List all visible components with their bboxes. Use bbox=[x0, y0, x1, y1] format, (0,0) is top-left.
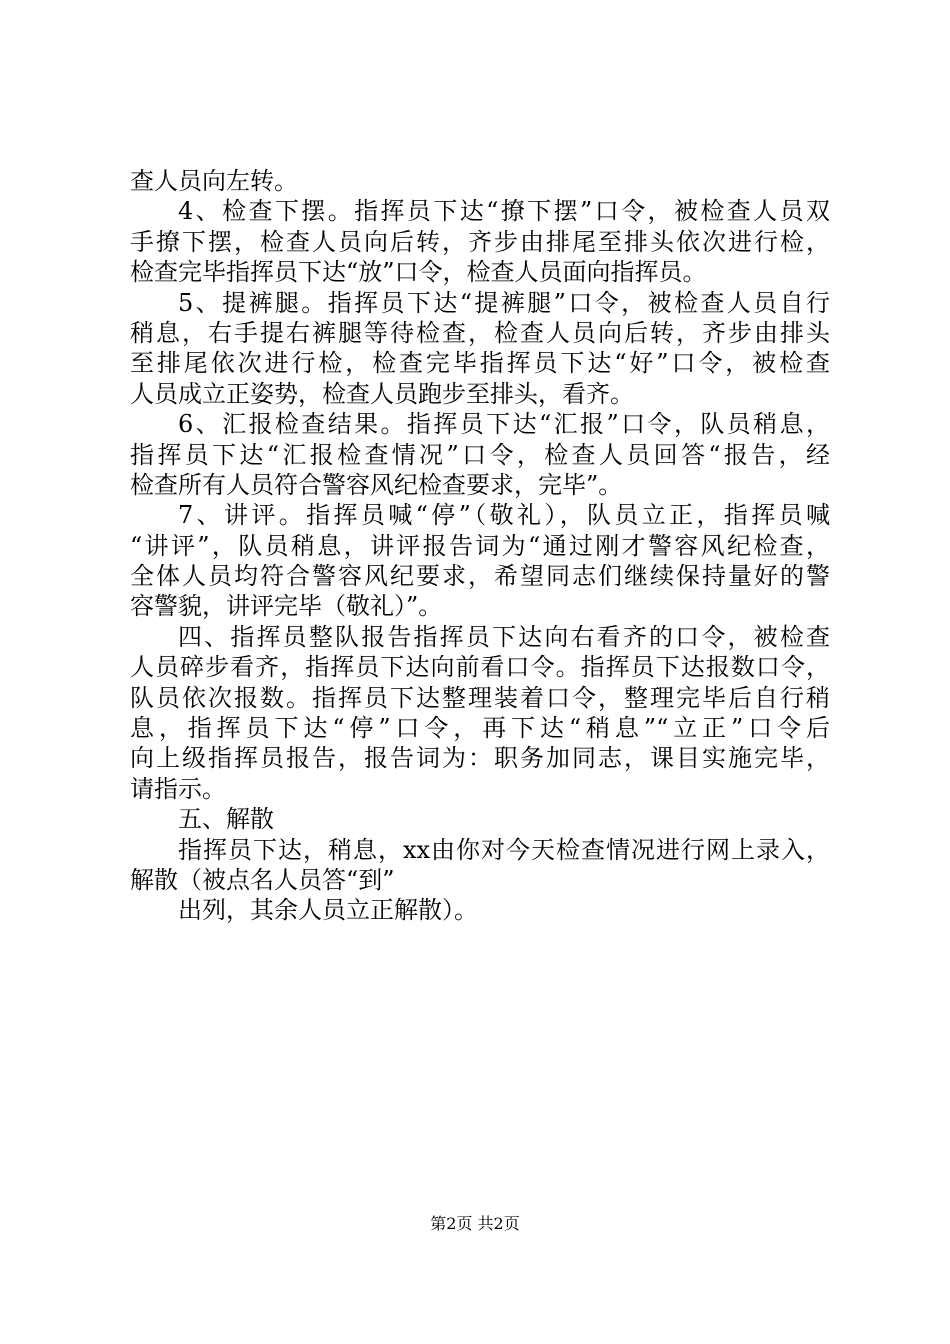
text-line: 至排尾依次进行检，检查完毕指挥员下达“好”口令，被检查 bbox=[130, 349, 830, 378]
text-line: 全体人员均符合警容风纪要求，希望同志们继续保持量好的警 bbox=[130, 562, 830, 591]
document-body bbox=[130, 166, 830, 926]
text-line: 人员成立正姿势，检查人员跑步至排头，看齐。 bbox=[130, 379, 634, 408]
text-line: 5、提裤腿。指挥员下达“提裤腿”口令，被检查人员自行 bbox=[178, 288, 830, 317]
text-line: 人员碎步看齐，指挥员下达向前看口令。指挥员下达报数口令， bbox=[130, 653, 830, 682]
text-line: 检查所有人员符合警容风纪检查要求，完毕”。 bbox=[130, 470, 623, 499]
text-line: 检查完毕指挥员下达“放”口令，检查人员面向指挥员。 bbox=[130, 258, 707, 287]
text-line: 7、讲评。指挥员喊“停”（敬礼），队员立正，指挥员喊 bbox=[178, 501, 830, 530]
page-footer: 第2页 共2页 bbox=[430, 1214, 520, 1233]
text-line: 队员依次报数。指挥员下达整理装着口令，整理完毕后自行稍 bbox=[130, 683, 830, 712]
text-line: 6、汇报检查结果。指挥员下达“汇报”口令，队员稍息， bbox=[178, 410, 830, 439]
text-line: 指挥员下达“汇报检查情况”口令，检查人员回答“报告，经 bbox=[130, 440, 830, 469]
text-line: 四、指挥员整队报告指挥员下达向右看齐的口令，被检查 bbox=[178, 622, 830, 651]
text-line: 请指示。 bbox=[130, 774, 226, 803]
text-line: 向上级指挥员报告，报告词为：职务加同志，课目实施完毕， bbox=[130, 744, 830, 773]
text-line: 查人员向左转。 bbox=[130, 167, 298, 195]
text-line: 指挥员下达，稍息，xx由你对今天检查情况进行网上录入， bbox=[178, 835, 830, 864]
text-line: 4、检查下摆。指挥员下达“撩下摆”口令，被检查人员双 bbox=[178, 197, 830, 226]
text-line: 容警貌，讲评完毕（敬礼）”。 bbox=[130, 592, 443, 621]
text-line: 解散（被点名人员答“到” bbox=[130, 865, 395, 894]
text-line: 息，指挥员下达“停”口令，再下达“稍息”“立正”口令后 bbox=[130, 714, 830, 743]
text-line: 稍息，右手提右裤腿等待检查，检查人员向后转，齐步由排头 bbox=[130, 318, 830, 347]
text-line: 手撩下摆，检查人员向后转，齐步由排尾至排头依次进行检， bbox=[130, 227, 830, 256]
text-line: “讲评”，队员稍息，讲评报告词为“通过刚才警容风纪检查， bbox=[130, 531, 830, 560]
text-line: 出列，其余人员立正解散）。 bbox=[178, 896, 478, 925]
text-line: 五、解散 bbox=[178, 805, 274, 834]
